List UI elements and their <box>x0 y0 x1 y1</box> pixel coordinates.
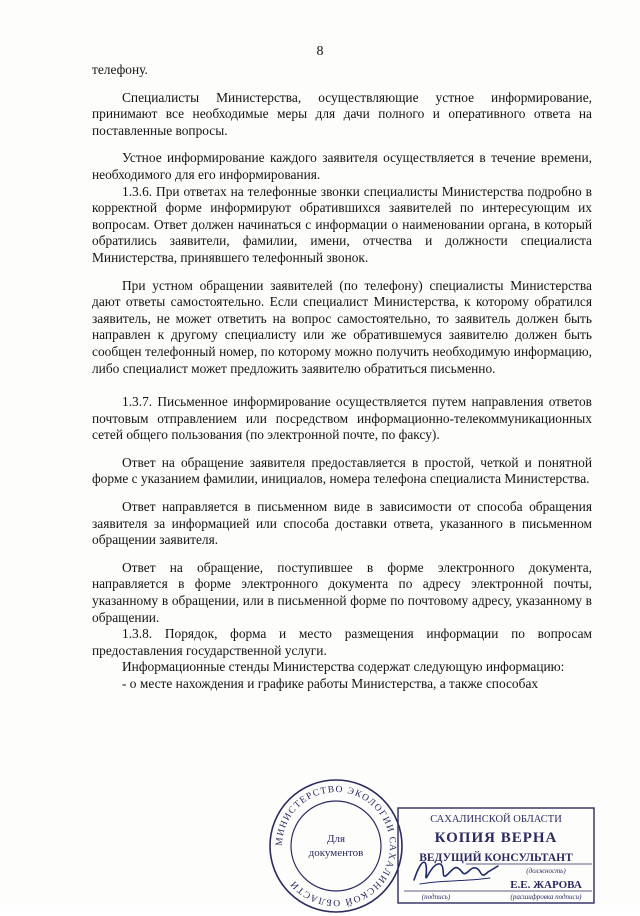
paragraph-answer-electronic: Ответ на обращение, поступившее в форме электронного документа, направляется в форме электронного документа по адресу электронной почты, указанному в обращении, или в письменной форме по почтовому адресу, указанному в обращении. <box>92 559 592 625</box>
copy-stamp-signature-caption: (подпись) <box>421 893 451 901</box>
paragraph-info-stands: Информационные стенды Министерства содержат следующую информацию: <box>122 659 565 675</box>
copy-stamp-title: КОПИЯ ВЕРНА <box>434 830 558 846</box>
copy-stamp-position-caption: (должность) <box>526 867 566 875</box>
paragraph-continuation: телефону. <box>92 62 148 77</box>
seal-center-line2: документов <box>308 847 364 859</box>
seal-ring-text: МИНИСТЕРСТВО ЭКОЛОГИИ САХАЛИНСКОЙ ОБЛАСТИ <box>274 784 398 908</box>
paragraph-oral-info: Устное информирование каждого заявителя осуществляется в течение времени, необходимого для его информирования. <box>92 150 592 182</box>
paragraph-1-3-8: 1.3.8. Порядок, форма и место размещения информации по вопросам предоставления государственной услуги. <box>92 626 592 658</box>
paragraph-oral-request: При устном обращении заявителей (по телефону) специалисты Министерства дают ответы самостоятельно. Если специалист Министерства, к которому обратился заявитель, не может ответить на вопрос самостоятельно, то заявитель должен быть направлен к другому специалисту или же обратившемуся заявителю должен быть сообщен телефонный номер, по которому можно получить необходимую информацию, либо специалист может предложить заявителю обратиться письменно. <box>92 277 592 376</box>
handwritten-signature <box>410 850 500 890</box>
paragraph-1-3-6: 1.3.6. При ответах на телефонные звонки специалисты Министерства подробно в корректной форме информируют обратившихся заявителей по интересующим их вопросам. Ответ должен начинаться с информации о наименовании органа, в который обратились заявители, фамилии, имени, отчества и должности специалиста Министерства, принявшего телефонный звонок. <box>92 183 592 265</box>
list-item-location: - о месте нахождения и графике работы Министерства, а также способах <box>122 676 539 691</box>
paragraph-1-3-7: 1.3.7. Письменное информирование осуществляется путем направления ответов почтовым отправлением или посредством информационно-телекоммуникационных сетей общего пользования (по электронной почте, по факсу). <box>92 394 592 443</box>
copy-stamp-region: САХАЛИНСКОЙ ОБЛАСТИ <box>430 814 562 825</box>
copy-stamp-position: ВЕДУЩИЙ КОНСУЛЬТАНТ <box>419 852 573 864</box>
copy-stamp-name: Е.Е. ЖАРОВА <box>510 879 582 891</box>
copy-stamp-name-caption: (расшифровка подписи) <box>510 893 582 901</box>
seal-center-line1: Для <box>326 833 346 845</box>
document-body <box>92 62 592 693</box>
paragraph-answer-written: Ответ направляется в письменном виде в зависимости от способа обращения заявителя за информацией или способа доставки ответа, указанного в письменном обращении заявителя. <box>92 499 592 548</box>
round-seal <box>266 776 406 916</box>
page-number: 8 <box>316 44 324 59</box>
paragraph-answer-form: Ответ на обращение заявителя предоставляется в простой, четкой и понятной форме с указанием фамилии, инициалов, номера телефона специалиста Министерства. <box>92 454 592 487</box>
paragraph-specialists: Специалисты Министерства, осуществляющие устное информирование, принимают все необходимые меры для дачи полного и оперативного ответа на поставленные вопросы. <box>92 89 592 138</box>
